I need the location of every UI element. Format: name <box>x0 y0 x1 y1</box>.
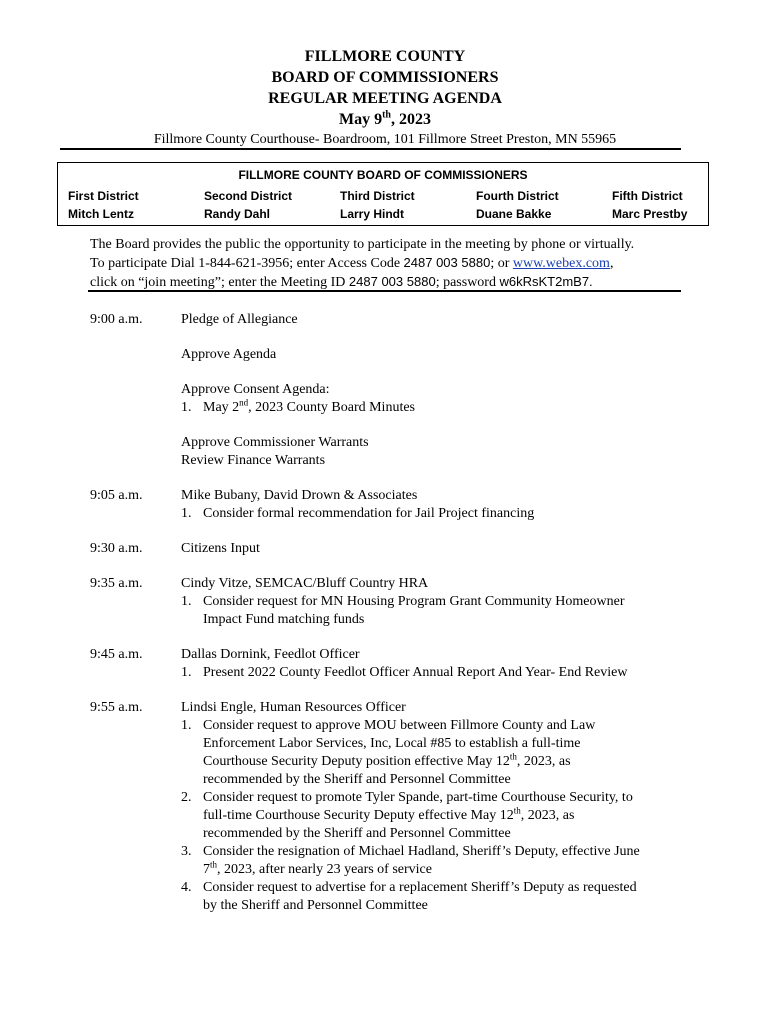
district-third: Third District Larry Hindt <box>340 189 415 221</box>
list-item: 4. Consider request to advertise for a replacement Sheriff’s Deputy as requested by the Sheriff and Personnel Committee <box>181 880 637 913</box>
agenda-time: 9:05 a.m. <box>90 488 143 503</box>
notice-divider <box>88 290 681 292</box>
list-item: 3. Consider the resignation of Michael Hadland, Sheriff’s Deputy, effective June 7th, 2023, after nearly 23 years of service <box>181 844 640 877</box>
agenda-time: 9:55 a.m. <box>90 700 143 715</box>
list-item: 1. Present 2022 County Feedlot Officer Annual Report And Year- End Review <box>181 665 628 680</box>
meeting-id: 2487 003 5880 <box>348 274 436 289</box>
agenda-list <box>90 311 690 932</box>
list-item: 1. Consider request for MN Housing Program Grant Community Homeowner Impact Fund matching funds <box>181 594 625 627</box>
agenda-item: Approve Commissioner Warrants <box>181 435 369 450</box>
agenda-time: 9:00 a.m. <box>90 312 143 327</box>
agenda-presenter: Cindy Vitze, SEMCAC/Bluff Country HRA <box>181 576 429 591</box>
list-item: 1. May 2nd, 2023 County Board Minutes <box>181 397 416 415</box>
agenda-block-0945 <box>90 646 690 682</box>
agenda-item: Approve Consent Agenda: <box>181 382 330 397</box>
meeting-date: May 9th, 2023 <box>338 109 431 128</box>
participation-notice: The Board provides the public the opportunity to participate in the meeting by phone or virtually. To participate Dial 1-844-621-3956; enter Access Code 2487 003 5880; or www.webex.com, click on “join meeting”; enter the Meeting ID 2487 003 5880; password w6kRsKT2mB7. <box>90 237 635 290</box>
agenda-title: REGULAR MEETING AGENDA <box>268 90 502 107</box>
county-title: FILLMORE COUNTY <box>304 48 466 65</box>
meeting-location: Fillmore County Courthouse- Boardroom, 101 Fillmore Street Preston, MN 55965 <box>153 132 617 147</box>
header-divider <box>60 148 681 150</box>
agenda-presenter: Mike Bubany, David Drown & Associates <box>181 488 418 503</box>
agenda-block-0935 <box>90 575 690 629</box>
agenda-time: 9:30 a.m. <box>90 541 143 556</box>
agenda-block-0955 <box>90 699 690 915</box>
agenda-presenter: Lindsi Engle, Human Resources Officer <box>181 700 406 715</box>
agenda-block-0930 <box>90 540 690 558</box>
board-title: BOARD OF COMMISSIONERS <box>271 69 499 86</box>
agenda-time: 9:45 a.m. <box>90 647 143 662</box>
agenda-presenter: Dallas Dornink, Feedlot Officer <box>181 647 360 662</box>
agenda-presenter: Citizens Input <box>181 541 260 556</box>
list-item: 1. Consider request to approve MOU between Fillmore County and Law Enforcement Labor Services, Inc, Local #85 to establish a full-time Courthouse Security Deputy position effective May 12th, 2023, as recommended by the Sheriff and Personnel Committee <box>181 718 596 787</box>
district-fifth: Fifth District Marc Prestby <box>612 189 688 221</box>
district-fourth: Fourth District Duane Bakke <box>476 189 559 221</box>
list-item: 2. Consider request to promote Tyler Spande, part-time Courthouse Security, to full-time Courthouse Security Deputy effective May 12th, 2023, as recommended by the Sheriff and Personnel Committee <box>181 790 633 841</box>
commissioners-box-title: FILLMORE COUNTY BOARD OF COMMISSIONERS <box>238 168 528 182</box>
agenda-item: Review Finance Warrants <box>181 453 326 468</box>
agenda-time: 9:35 a.m. <box>90 576 143 591</box>
access-code: 2487 003 5880 <box>403 255 491 270</box>
agenda-item: Pledge of Allegiance <box>181 312 298 327</box>
agenda-block-0905 <box>90 487 690 523</box>
document-header <box>0 46 770 149</box>
district-first: First District Mitch Lentz <box>68 189 139 221</box>
commissioners-box <box>57 162 709 226</box>
meeting-password: w6kRsKT2mB7. <box>499 274 593 289</box>
list-item: 1. Consider formal recommendation for Jail Project financing <box>181 506 535 521</box>
webex-link[interactable]: www.webex.com <box>512 256 610 271</box>
agenda-block-0900 <box>90 311 690 470</box>
agenda-item: Approve Agenda <box>181 347 277 362</box>
district-second: Second District Randy Dahl <box>204 189 293 221</box>
